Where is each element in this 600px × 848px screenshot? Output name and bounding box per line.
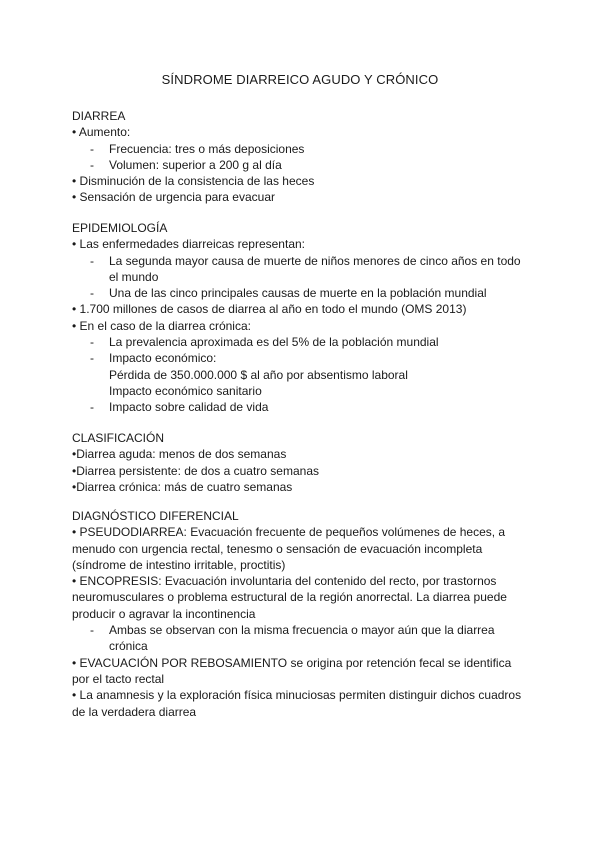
sub-item: [72, 253, 532, 269]
bullet-item: • Aumento:: [72, 125, 131, 140]
sub-item-text: La prevalencia aproximada es del 5% de la población mundial: [109, 335, 439, 350]
section-heading: CLASIFICACIÓN: [72, 431, 165, 445]
bullet-item: •Diarrea aguda: menos de dos semanas: [72, 447, 287, 462]
sub-item-text: Impacto económico:: [109, 351, 217, 366]
section-heading: EPIDEMIOLOGÍA: [72, 221, 168, 235]
section-diagnostico: [72, 508, 532, 720]
paragraph-line: de la verdadera diarrea: [72, 704, 197, 719]
paragraph-line: (síndrome de intestino irritable, proctitis): [72, 557, 286, 572]
dash-marker: -: [90, 253, 94, 268]
bullet-item: • Disminución de la consistencia de las heces: [72, 174, 315, 189]
sub-item-text: Frecuencia: tres o más deposiciones: [109, 141, 305, 156]
dash-marker: -: [90, 623, 94, 638]
paragraph-line: • PSEUDODIARREA: Evacuación frecuente de pequeños volúmenes de heces, a: [72, 525, 506, 540]
paragraph-line: • La anamnesis y la exploración física minuciosas permiten distinguir dichos cuadros: [72, 688, 522, 703]
paragraph-line: menudo con urgencia rectal, tenesmo o sensación de evacuación incompleta: [72, 541, 483, 556]
paragraph-line: neuromusculares o problema estructural de la región anorrectal. La diarrea puede: [72, 590, 507, 605]
sub-item: [72, 334, 532, 350]
sub-item: [72, 350, 532, 366]
sub-item-text: Ambas se observan con la misma frecuencia o mayor aún que la diarrea: [109, 623, 495, 638]
paragraph-line: por el tacto rectal: [72, 671, 165, 686]
bullet-item: •Diarrea persistente: de dos a cuatro semanas: [72, 463, 319, 478]
bullet-item: • Las enfermedades diarreicas representan:: [72, 237, 305, 252]
bullet-item: • En el caso de la diarrea crónica:: [72, 318, 251, 333]
paragraph-line: producir o agravar la incontinencia: [72, 606, 256, 621]
sub-item-text: Impacto sobre calidad de vida: [109, 400, 269, 415]
paragraph-line: • EVACUACIÓN POR REBOSAMIENTO se origina por retención fecal se identifica: [72, 655, 512, 670]
sub-item-continuation: el mundo: [109, 269, 159, 284]
sub-item-text: Una de las cinco principales causas de muerte en la población mundial: [109, 286, 487, 301]
sub-item: [72, 622, 532, 638]
section-clasificacion: [72, 430, 532, 495]
dash-marker: -: [90, 351, 94, 366]
bullet-item: • 1.700 millones de casos de diarrea al año en todo el mundo (OMS 2013): [72, 302, 467, 317]
sub-item-continuation: Impacto económico sanitario: [109, 383, 262, 398]
sub-item: [72, 141, 532, 157]
section-heading: DIARREA: [72, 109, 126, 123]
sub-item: [72, 157, 532, 173]
sub-item: [72, 285, 532, 301]
sub-item-text: La segunda mayor causa de muerte de niños menores de cinco años en todo: [109, 253, 521, 268]
dash-marker: -: [90, 335, 94, 350]
section-heading: DIAGNÓSTICO DIFERENCIAL: [72, 509, 239, 523]
sub-item-continuation: crónica: [109, 639, 148, 654]
dash-marker: -: [90, 141, 94, 156]
dash-marker: -: [90, 286, 94, 301]
paragraph-line: • ENCOPRESIS: Evacuación involuntaria del contenido del recto, por trastornos: [72, 574, 497, 589]
bullet-item: •Diarrea crónica: más de cuatro semanas: [72, 479, 293, 494]
section-diarrea: [72, 108, 532, 206]
sub-item-text: Volumen: superior a 200 g al día: [109, 157, 282, 172]
dash-marker: -: [90, 400, 94, 415]
dash-marker: -: [90, 157, 94, 172]
page-title: SÍNDROME DIARREICO AGUDO Y CRÓNICO: [161, 72, 439, 87]
bullet-item: • Sensación de urgencia para evacuar: [72, 190, 275, 205]
sub-item: [72, 399, 532, 415]
sub-item-continuation: Pérdida de 350.000.000 $ al año por absentismo laboral: [109, 367, 408, 382]
section-epidemiologia: [72, 220, 532, 416]
